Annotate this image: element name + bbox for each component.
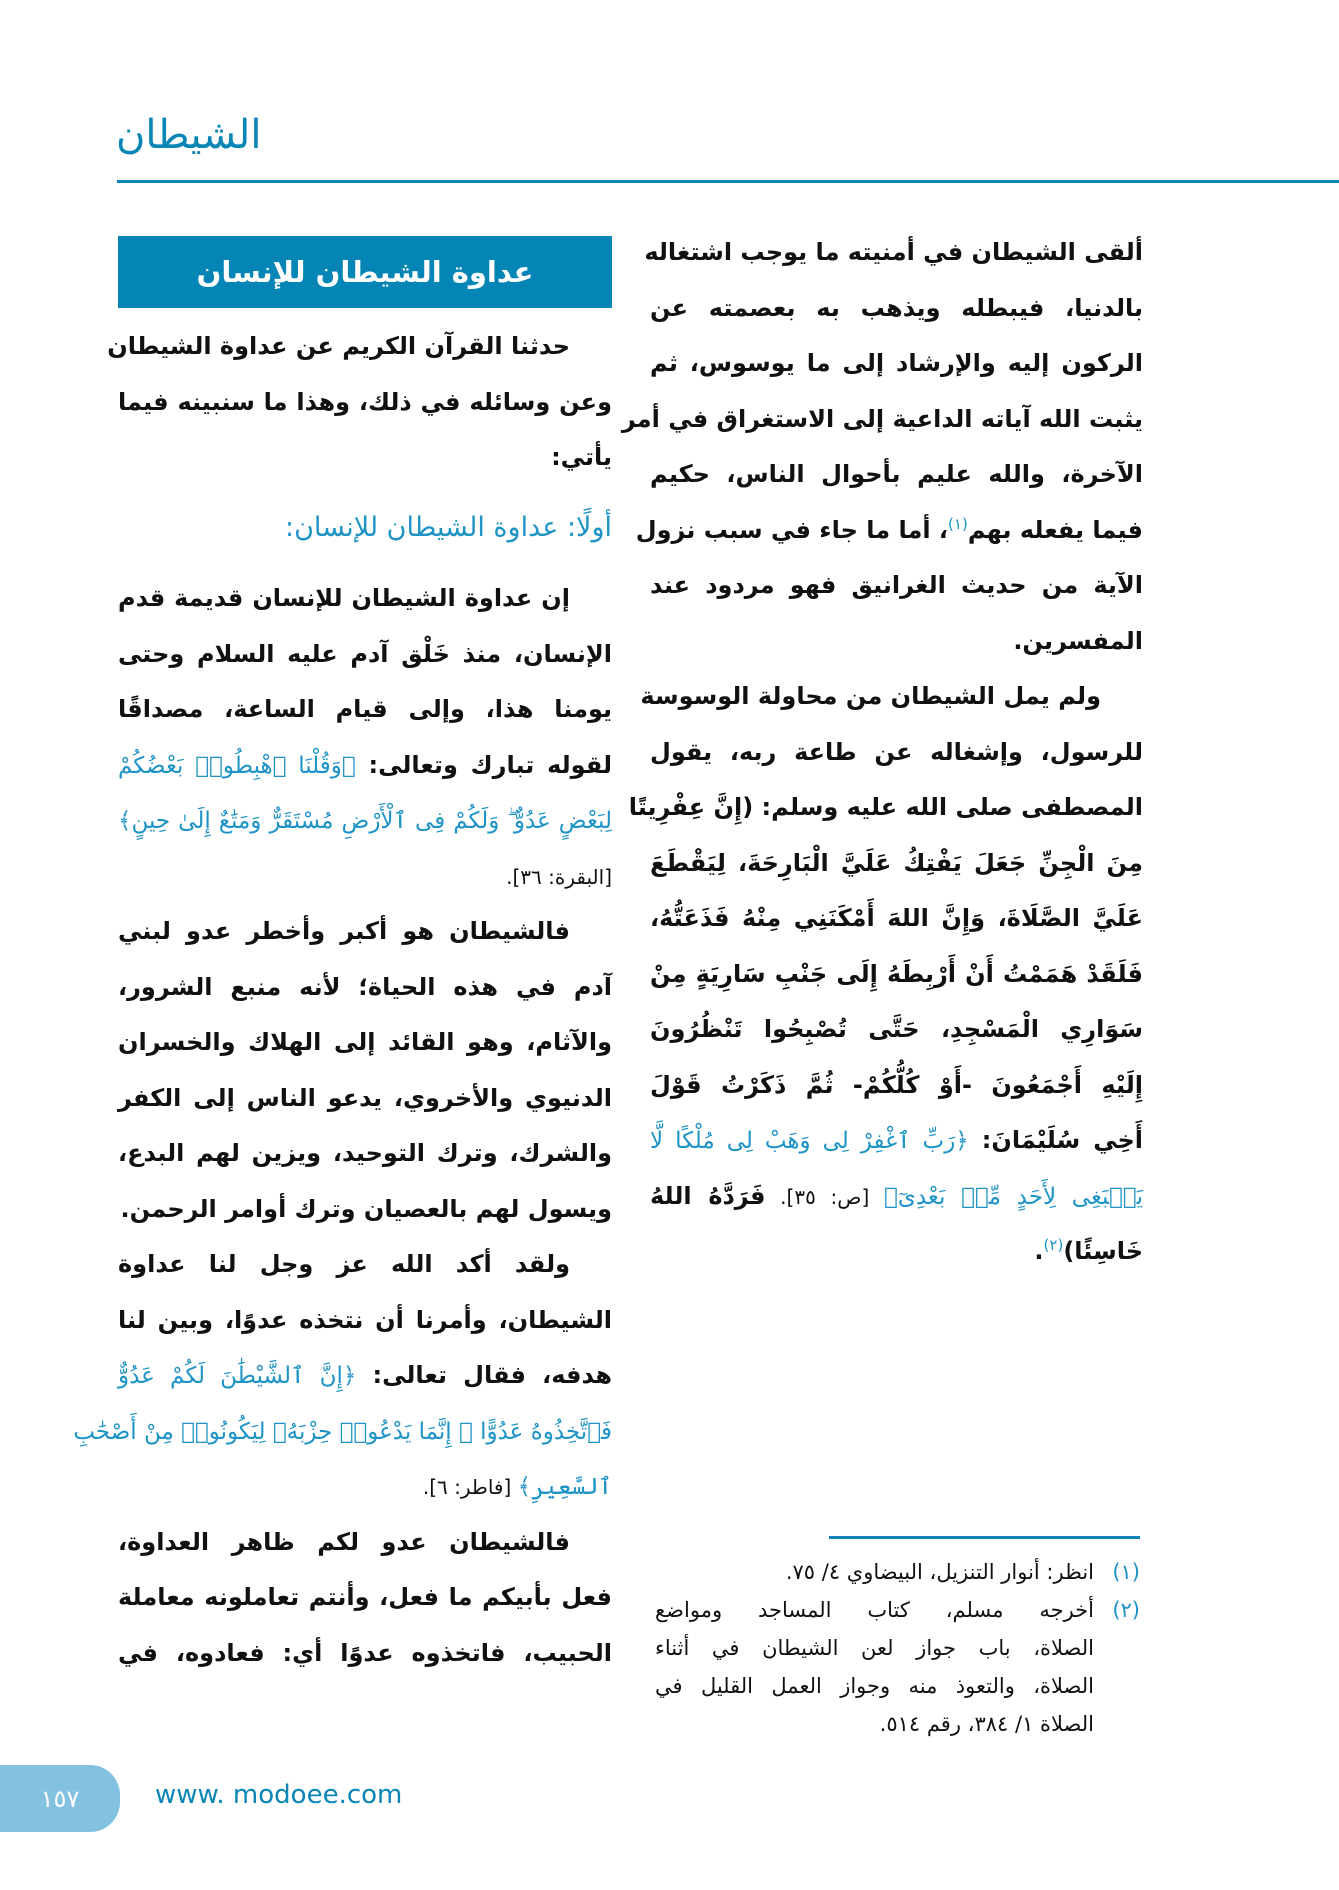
text-line — [650, 281, 1143, 337]
paragraph — [73, 1237, 612, 1515]
paragraph — [118, 571, 612, 904]
footnote-marker: (٢) — [1043, 1236, 1064, 1254]
footnote-number: (٢) — [1112, 1598, 1140, 1622]
body-text: والشرك، وترك التوحيد، ويزين لهم البدع، — [118, 1139, 612, 1167]
header-rule — [117, 180, 1339, 183]
website-url: www. modoee.com — [155, 1780, 403, 1810]
body-text: آدم في هذه الحياة؛ لأنه منبع الشرور، — [118, 972, 612, 1001]
text-line — [650, 1002, 1143, 1058]
section-banner-title: عداوة الشيطان للإنسان — [196, 255, 534, 289]
quran-verse: ﴿وَقُلْنَا ٱهْبِطُوا۟ بَعْضُكُمْ — [118, 752, 356, 779]
text-line — [73, 1404, 612, 1460]
body-text: حدثنا القرآن الكريم عن عداوة الشيطان — [107, 332, 570, 360]
hadith-text: خَاسِئًا) — [1063, 1237, 1143, 1265]
hadith-text: فَرَدَّهُ اللهُ — [650, 1181, 766, 1210]
quran-verse: يَنۢبَغِى لِأَحَدٍ مِّنۢ بَعْدِىٓ﴾ — [884, 1183, 1143, 1210]
body-text: الشيطان، وأمرنا أن نتخذه عدوًا، وبين لنا — [118, 1305, 612, 1334]
body-text: للرسول، وإشغاله عن طاعة ربه، يقول — [650, 737, 1143, 766]
footnote-line: انظر: أنوار التنزيل، البيضاوي ٤/ ٧٥. — [785, 1560, 1094, 1584]
body-text: هدفه، فقال تعالى: — [356, 1361, 612, 1389]
text-line — [650, 836, 1143, 892]
text-line — [118, 1459, 612, 1515]
text-line — [650, 1169, 1143, 1225]
text-line — [628, 780, 1143, 836]
hadith-text: أَخِي سُلَيْمَانَ: — [968, 1126, 1143, 1154]
body-text: بالدنيا، فيبطله ويذهب به بعصمته عن — [650, 293, 1143, 322]
section-banner — [118, 236, 612, 308]
text-line — [650, 725, 1143, 781]
text-line — [118, 375, 612, 431]
footnote-line: الصلاة، باب جواز لعن الشيطان في أثناء — [655, 1636, 1094, 1660]
text-line — [118, 849, 612, 905]
text-line — [621, 392, 1143, 448]
paragraph — [628, 669, 1143, 1280]
body-text: ولم يمل الشيطان من محاولة الوسوسة — [640, 682, 1101, 710]
body-text: الحبيب، فاتخذوه عدوًا أي: فعادوه، في — [118, 1638, 612, 1667]
body-text: يومنا هذا، وإلى قيام الساعة، مصداقًا — [118, 695, 612, 723]
text-line — [118, 1182, 612, 1238]
paragraph — [118, 1515, 612, 1682]
body-text: فالشيطان عدو لكم ظاهر العداوة، — [118, 1527, 570, 1556]
body-text: وعن وسائله في ذلك، وهذا ما سنبينه فيما — [118, 387, 612, 416]
text-line — [118, 1237, 612, 1293]
text-line — [118, 571, 612, 627]
paragraph — [118, 904, 612, 1237]
page-number: ١٥٧ — [40, 1784, 80, 1813]
quran-verse: ﴿رَبِّ ٱغْفِرْ لِى وَهَبْ لِى مُلْكًا لَّا — [650, 1128, 969, 1154]
quran-verse: فَٱتَّخِذُوهُ عَدُوًّا ۚ إِنَّمَا يَدْعُوا۟ حِزْبَهُۥ لِيَكُونُوا۟ مِنْ أَصْحَٰبِ — [73, 1418, 612, 1445]
footnote-number: (١) — [1112, 1560, 1140, 1584]
body-text: ألقى الشيطان في أمنيته ما يوجب اشتغاله — [644, 238, 1143, 266]
quran-verse: لِبَعْضٍ عَدُوٌّ ۖ وَلَكُمْ فِى ٱلْأَرْضِ مُسْتَقَرٌّ وَمَتَٰعٌ إِلَىٰ حِينٍ﴾ — [118, 808, 612, 834]
text-line — [118, 1071, 612, 1127]
body-text: فعل بأبيكم ما فعل، وأنتم تعاملونه معاملة — [118, 1583, 612, 1611]
text-line — [118, 904, 612, 960]
page-number-tab — [0, 1765, 120, 1832]
hadith-text: . — [1034, 1237, 1044, 1265]
body-text: الآخرة، والله عليم بأحوال الناس، حكيم — [650, 460, 1143, 488]
text-line — [118, 738, 612, 794]
body-text: لقوله تبارك وتعالى: — [355, 750, 612, 779]
body-text: ولقد أكد الله عز وجل لنا عداوة — [118, 1250, 570, 1278]
text-line — [640, 669, 1143, 725]
text-line — [118, 430, 612, 486]
text-line — [118, 682, 612, 738]
footnote-line: أخرجه مسلم، كتاب المساجد ومواضع — [655, 1598, 1094, 1622]
text-line — [118, 960, 612, 1016]
text-line — [650, 447, 1143, 503]
body-text: ويسول لهم بالعصيان وترك أوامر الرحمن. — [120, 1194, 612, 1223]
text-line — [650, 336, 1143, 392]
text-line — [118, 1015, 612, 1071]
text-line — [118, 1348, 612, 1404]
text-line — [650, 614, 1143, 670]
section-subheading: أولًا: عداوة الشيطان للإنسان: — [284, 511, 612, 543]
text-line — [650, 891, 1143, 947]
text-line — [650, 1224, 1143, 1280]
body-text: الدنيوي والأخروي، يدعو الناس إلى الكفر — [118, 1083, 612, 1112]
hadith-text: عَلَيَّ الصَّلَاةَ، وَإِنَّ اللهَ أَمْكَنَنِي مِنْهُ فَذَعَتُّهُ، — [650, 904, 1143, 932]
footnote-line: الصلاة ١/ ٣٨٤، رقم ٥١٤. — [879, 1712, 1094, 1736]
text-line — [118, 793, 612, 849]
footnote — [655, 1591, 1140, 1743]
text-line — [635, 503, 1143, 559]
footnote-marker: (١) — [948, 514, 968, 533]
body-text: المفسرين. — [1013, 626, 1143, 655]
verse-reference: [فاطر: ٦]. — [422, 1475, 518, 1499]
footnote-text — [655, 1591, 1094, 1743]
verse-reference: [البقرة: ٣٦]. — [506, 864, 612, 889]
hadith-text: سَوَارِي الْمَسْجِدِ، حَتَّى تُصْبِحُوا تَنْظُرُونَ — [650, 1015, 1143, 1043]
body-text: يأتي: — [551, 443, 612, 471]
text-line — [650, 947, 1143, 1003]
text-line — [650, 1113, 1143, 1169]
text-line — [118, 1570, 612, 1626]
body-text: الركون إليه والإرشاد إلى ما يوسوس، ثم — [650, 349, 1143, 377]
text-line — [118, 627, 612, 683]
body-text: والآثام، وهو القائد إلى الهلاك والخسران — [118, 1028, 612, 1056]
footnote-line: الصلاة، والتعوذ منه وجواز العمل القليل في — [655, 1674, 1094, 1698]
text-line — [644, 225, 1143, 281]
left-column — [73, 319, 612, 1681]
body-text: يثبت الله آياته الداعية إلى الاستغراق في أمر — [621, 404, 1143, 433]
quran-verse: ﴿إِنَّ ٱلشَّيْطَٰنَ لَكُمْ عَدُوٌّ — [118, 1363, 357, 1389]
paragraph — [107, 319, 612, 486]
verse-reference: [ص: ٣٥]. — [765, 1184, 885, 1209]
body-text: فالشيطان هو أكبر وأخطر عدو لبني — [118, 917, 570, 945]
body-text: الإنسان، منذ خَلْق آدم عليه السلام وحتى — [118, 639, 612, 668]
hadith-text: إِلَيْهِ أَجْمَعُونَ -أَوْ كُلُّكُمْ- ثُمَّ ذَكَرْتُ قَوْلَ — [650, 1070, 1143, 1099]
text-line — [118, 1126, 612, 1182]
text-line — [650, 1058, 1143, 1114]
text-line — [118, 1515, 612, 1571]
body-text: إن عداوة الشيطان للإنسان قديمة قدم — [118, 584, 570, 612]
text-line — [650, 558, 1143, 614]
hadith-text: فَلَقَدْ هَمَمْتُ أَنْ أَرْبِطَهُ إِلَى جَنْبِ سَارِيَةٍ مِنْ — [650, 959, 1143, 988]
body-text: المصطفى صلى الله عليه وسلم: — [753, 793, 1143, 821]
right-column — [621, 225, 1143, 1280]
body-text: ، أما ما جاء في سبب نزول — [635, 515, 949, 544]
paragraph — [621, 225, 1143, 669]
footnote-text — [655, 1553, 1094, 1591]
footnotes — [655, 1553, 1140, 1743]
quran-verse: ٱلسَّعِيرِ﴾ — [517, 1474, 612, 1500]
footnote — [655, 1553, 1140, 1591]
text-line — [118, 1293, 612, 1349]
body-text: فيما يفعله بهم — [967, 515, 1143, 544]
body-text: الآية من حديث الغرانيق فهو مردود عند — [650, 571, 1143, 599]
running-title: الشيطان — [116, 112, 262, 158]
text-line — [107, 319, 612, 375]
hadith-text: (إِنَّ عِفْرِيتًا — [628, 793, 754, 821]
footnote-rule — [829, 1536, 1140, 1539]
text-line — [118, 1626, 612, 1682]
hadith-text: مِنَ الْجِنِّ جَعَلَ يَفْتِكُ عَلَيَّ الْبَارِحَةَ، لِيَقْطَعَ — [650, 848, 1143, 877]
